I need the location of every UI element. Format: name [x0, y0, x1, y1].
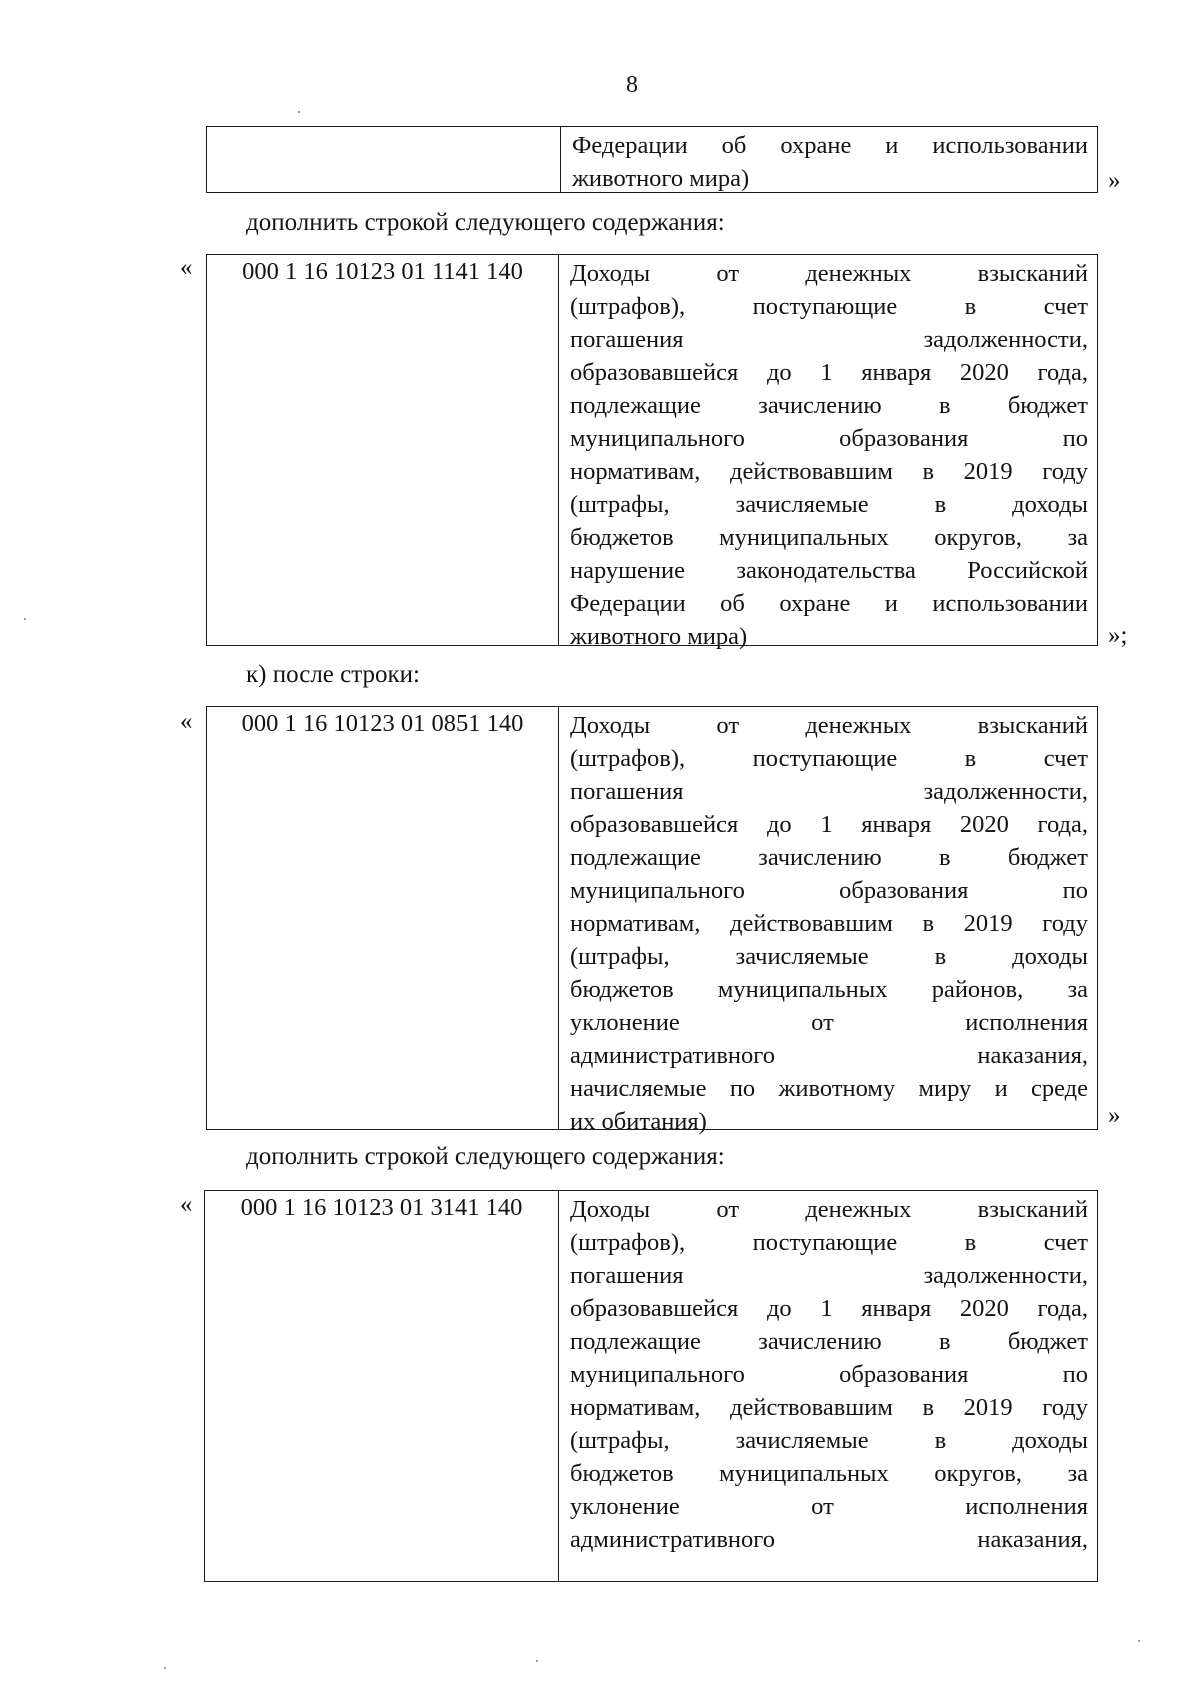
- table-3-text-cell: [559, 1191, 1097, 1581]
- table-1-line: нарушение законодательства Российской: [570, 557, 1088, 584]
- table-2-line: бюджетов муниципальных районов, за: [570, 976, 1088, 1003]
- table-2-line: муниципального образования по: [570, 877, 1088, 904]
- table-1-line: образовавшейся до 1 января 2020 года,: [570, 359, 1088, 386]
- table-2-line: их обитания): [570, 1108, 707, 1135]
- table-1-line: животного мира): [570, 623, 748, 650]
- table-1-line: Федерации об охране и использовании: [570, 590, 1088, 617]
- table-2-line: образовавшейся до 1 января 2020 года,: [570, 811, 1088, 838]
- table-1-line: (штрафов), поступающие в счет: [570, 293, 1088, 320]
- scan-speck: [1138, 1640, 1140, 1642]
- fragment-close-quote: »: [1108, 167, 1121, 194]
- fragment-line: Федерации об охране и использовании: [572, 132, 1088, 159]
- table-3: [204, 1190, 1098, 1582]
- fragment-table: [206, 126, 1098, 193]
- scan-speck: [298, 111, 300, 113]
- table-2-code-cell: 000 1 16 10123 01 0851 140: [207, 707, 559, 1129]
- table-2-line: (штрафов), поступающие в счет: [570, 745, 1088, 772]
- table-1-line: погашения задолженности,: [570, 326, 1088, 353]
- table-1-line: Доходы от денежных взысканий: [570, 260, 1088, 287]
- scan-speck: [24, 618, 26, 620]
- table-1-line: подлежащие зачислению в бюджет: [570, 392, 1088, 419]
- instruction-add-row-1: дополнить строкой следующего содержания:: [246, 209, 725, 236]
- table-1-line: муниципального образования по: [570, 425, 1088, 452]
- table-3-line: административного наказания,: [570, 1526, 1088, 1553]
- table-1-line: нормативам, действовавшим в 2019 году: [570, 458, 1088, 485]
- table-3-line: (штрафы, зачисляемые в доходы: [570, 1427, 1088, 1454]
- table-1-line: бюджетов муниципальных округов, за: [570, 524, 1088, 551]
- table-1-close-quote: »;: [1108, 622, 1128, 649]
- instruction-add-row-2: дополнить строкой следующего содержания:: [246, 1143, 725, 1170]
- table-3-line: уклонение от исполнения: [570, 1493, 1088, 1520]
- table-2-open-quote: «: [180, 708, 193, 735]
- instruction-after-row: к) после строки:: [246, 661, 420, 688]
- fragment-line: животного мира): [572, 165, 750, 192]
- fragment-code-cell: [207, 127, 561, 192]
- table-1-code-cell: 000 1 16 10123 01 1141 140: [207, 255, 559, 645]
- table-2-line: административного наказания,: [570, 1042, 1088, 1069]
- table-1-open-quote: «: [180, 254, 193, 281]
- table-2-text-cell: [559, 707, 1097, 1135]
- table-3-line: (штрафов), поступающие в счет: [570, 1229, 1088, 1256]
- table-2: [206, 706, 1098, 1135]
- table-1: [206, 254, 1098, 650]
- table-2-line: нормативам, действовавшим в 2019 году: [570, 910, 1088, 937]
- table-3-line: погашения задолженности,: [570, 1262, 1088, 1289]
- table-1-line: (штрафы, зачисляемые в доходы: [570, 491, 1088, 518]
- table-3-line: Доходы от денежных взысканий: [570, 1196, 1088, 1223]
- table-3-line: подлежащие зачислению в бюджет: [570, 1328, 1088, 1355]
- table-3-line: нормативам, действовавшим в 2019 году: [570, 1394, 1088, 1421]
- page-number: 8: [626, 72, 638, 98]
- table-3-open-quote: «: [180, 1191, 193, 1218]
- table-2-line: Доходы от денежных взысканий: [570, 712, 1088, 739]
- table-3-line: образовавшейся до 1 января 2020 года,: [570, 1295, 1088, 1322]
- scan-speck: [536, 1660, 538, 1662]
- fragment-text-cell: [561, 127, 1097, 192]
- table-2-close-quote: »: [1108, 1102, 1121, 1129]
- table-2-line: (штрафы, зачисляемые в доходы: [570, 943, 1088, 970]
- scan-speck: [164, 1667, 166, 1669]
- table-2-line: погашения задолженности,: [570, 778, 1088, 805]
- table-3-line: бюджетов муниципальных округов, за: [570, 1460, 1088, 1487]
- table-1-text-cell: [559, 255, 1097, 650]
- table-2-line: подлежащие зачислению в бюджет: [570, 844, 1088, 871]
- table-2-line: начисляемые по животному миру и среде: [570, 1075, 1088, 1102]
- table-3-line: муниципального образования по: [570, 1361, 1088, 1388]
- table-2-line: уклонение от исполнения: [570, 1009, 1088, 1036]
- table-3-code-cell: 000 1 16 10123 01 3141 140: [205, 1191, 559, 1581]
